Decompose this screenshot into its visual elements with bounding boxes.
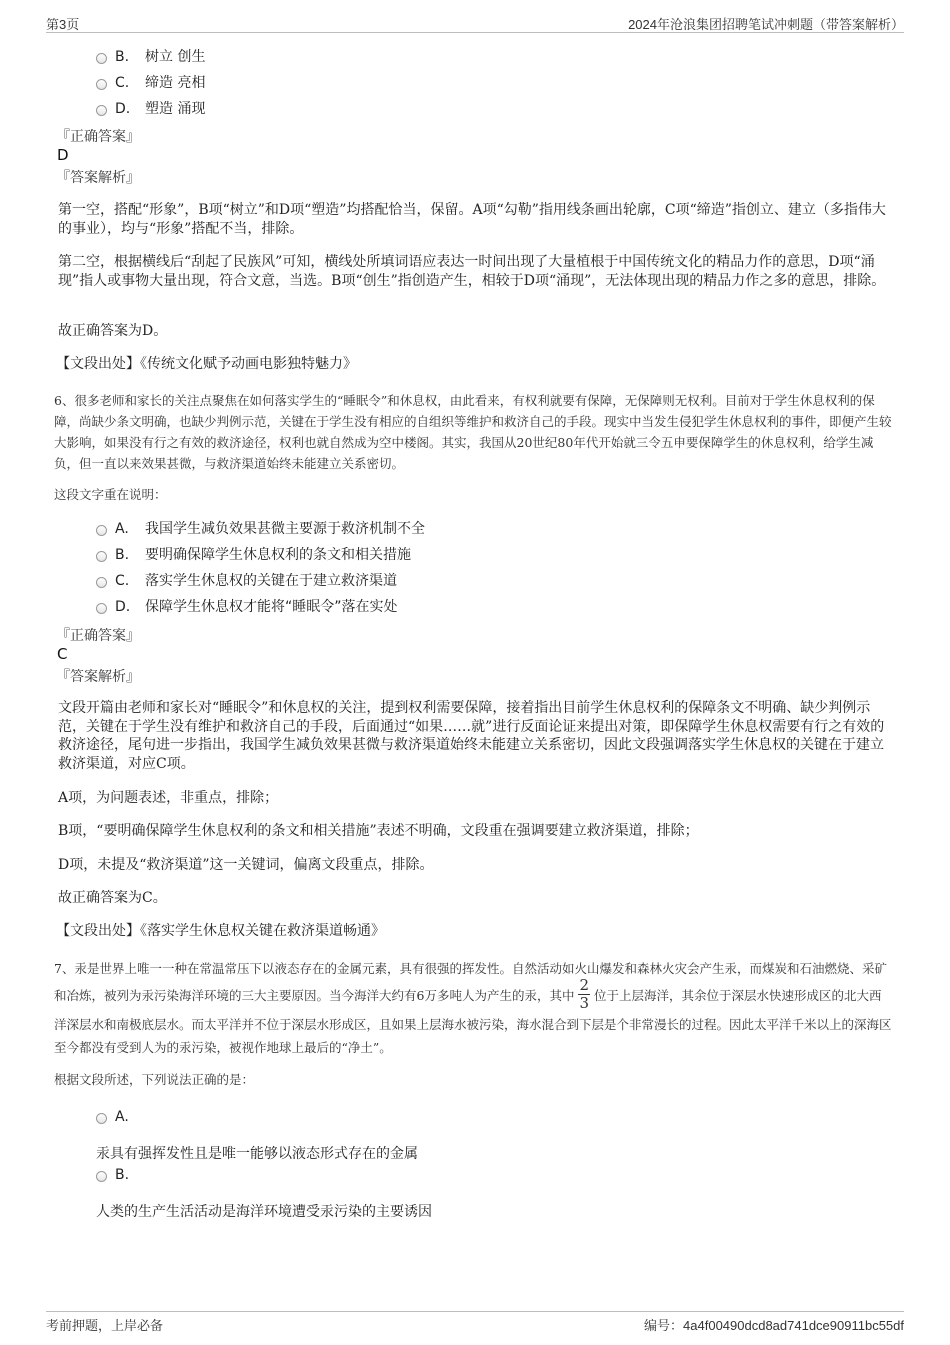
document-title: 2024年沧浪集团招聘笔试冲刺题（带答案解析） (628, 17, 904, 32)
q6-option-c[interactable]: C. 落实学生休息权的关键在于建立救济渠道 (96, 571, 397, 591)
q6-option-b[interactable]: B. 要明确保障学生休息权利的条文和相关措施 (96, 545, 411, 565)
source-citation: 【文段出处】《传统文化赋予动画电影独特魅力》 (56, 356, 357, 372)
analysis-item-b: B项，“要明确保障学生休息权利的条文和相关措施”表述不明确，文段重在强调要建立救济渠道，排除； (58, 823, 699, 839)
correct-answer: C (57, 645, 68, 663)
q5-option-c[interactable]: C. 缔造 亮相 (96, 73, 205, 93)
radio-icon[interactable] (96, 53, 107, 64)
radio-icon[interactable] (96, 525, 107, 536)
analysis-conclusion: 故正确答案为D。 (58, 323, 168, 339)
analysis-conclusion: 故正确答案为C。 (58, 890, 167, 906)
analysis-label: 『答案解析』 (56, 669, 140, 685)
question-7-stem: 7、汞是世界上唯一一种在常温常压下以液态存在的金属元素，具有很强的挥发性。自然活动如火山爆发和森林火灾会产生汞，而煤炭和石油燃烧、采矿和冶炼，被列为汞污染海洋环境的三大主要原因。当今海洋大约有6万多吨人为产生的汞，其中 $\frac{2}{3}$ 位于上层海洋，其余位于深层水快速形成区的北大西洋深层水和南极底层水。而太平洋并不位于深层水形成区，且如果上层海水被污染，海水混合到下层是个非常漫长的过程。因此太平洋千米以上的深海区至今都没有受到人为的汞污染，被视作地球上最后的“净土”。 (54, 961, 892, 1055)
analysis-label: 『答案解析』 (56, 170, 140, 186)
q6-option-a[interactable]: A. 我国学生减负效果甚微主要源于救济机制不全 (96, 519, 425, 539)
q5-option-d[interactable]: D. 塑造 涌现 (96, 99, 205, 119)
radio-icon[interactable] (96, 551, 107, 562)
question-7-prompt: 根据文段所述，下列说法正确的是： (54, 1072, 255, 1087)
question-6-stem: 6、很多老师和家长的关注点聚焦在如何落实学生的“睡眠令”和休息权，由此看来，有权利就要有保障，无保障则无权利。目前对于学生休息权利的保障，尚缺少条文明确，也缺少判例示范，关键在于学生没有相应的自组织等维护和救济自己的手段。现实中当发生侵犯学生休息权利的事件，即便产生较大影响，如果没有行之有效的救济途径，权利也就自然成为空中楼阁。其实，我国从20世纪80年代开始就三令五申要保障学生的休息权利，给学生减负，但一直以来效果甚微，与救济渠道始终未能建立关系密切。 (54, 393, 892, 471)
analysis-item-d: D项，未提及“救济渠道”这一关键词，偏离文段重点，排除。 (58, 857, 434, 873)
page-footer (46, 1311, 904, 1332)
analysis-item-a: A项，为问题表述，非重点，排除； (58, 790, 279, 806)
radio-icon[interactable] (96, 1171, 107, 1182)
correct-answer-label: 『正确答案』 (56, 129, 140, 145)
page-number: 第3页 (46, 17, 80, 32)
document-serial: 编号：4a4f00490dcd8ad741dce90911bc55df (644, 1318, 904, 1333)
correct-answer-label: 『正确答案』 (56, 628, 140, 644)
q7-option-a-text: 汞具有强挥发性且是唯一能够以液态形式存在的金属 (96, 1146, 418, 1162)
analysis-paragraph: 第一空，搭配“形象”，B项“树立”和D项“塑造”均搭配恰当，保留。A项“勾勒”指用线条画出轮廓，C项“缔造”指创立、建立（多指伟大的事业），均与“形象”搭配不当，排除。 (58, 202, 886, 237)
q7-option-a[interactable]: A. (96, 1107, 145, 1127)
radio-icon[interactable] (96, 79, 107, 90)
q6-option-d[interactable]: D. 保障学生休息权才能将“睡眠令”落在实处 (96, 597, 398, 617)
page-header (46, 14, 904, 33)
fraction-two-thirds: $\frac{2}{3}$ (579, 976, 590, 1012)
q7-option-b[interactable]: B. (96, 1165, 145, 1185)
footer-slogan: 考前押题，上岸必备 (46, 1318, 164, 1333)
analysis-paragraph: 文段开篇由老师和家长对“睡眠令”和休息权的关注，提到权利需要保障，接着指出目前学生休息权利的保障条文不明确、缺少判例示范，关键在于学生没有维护和救济自己的手段，后面通过“如果……就”进行反面论证来提出对策，即保障学生休息权需要有行之有效的救济途径，尾句进一步指出，我国学生减负效果甚微与救济渠道始终未能建立关系密切，因此文段强调落实学生休息权的关键在于建立救济渠道，对应C项。 (58, 700, 885, 772)
radio-icon[interactable] (96, 105, 107, 116)
radio-icon[interactable] (96, 1113, 107, 1124)
radio-icon[interactable] (96, 577, 107, 588)
radio-icon[interactable] (96, 603, 107, 614)
analysis-paragraph: 第二空，根据横线后“刮起了民族风”可知，横线处所填词语应表达一时间出现了大量植根于中国传统文化的精品力作的意思，D项“涌现”指人或事物大量出现，符合文意，当选。B项“创生”指创造产生，相较于D项“涌现”，无法体现出现的精品力作之多的意思，排除。 (58, 254, 886, 289)
question-6-prompt: 这段文字重在说明： (54, 487, 167, 502)
q5-option-b[interactable]: B. 树立 创生 (96, 47, 205, 67)
q7-option-b-text: 人类的生产生活活动是海洋环境遭受汞污染的主要诱因 (96, 1204, 432, 1220)
source-citation: 【文段出处】《落实学生休息权关键在救济渠道畅通》 (56, 923, 385, 939)
correct-answer: D (57, 146, 69, 164)
